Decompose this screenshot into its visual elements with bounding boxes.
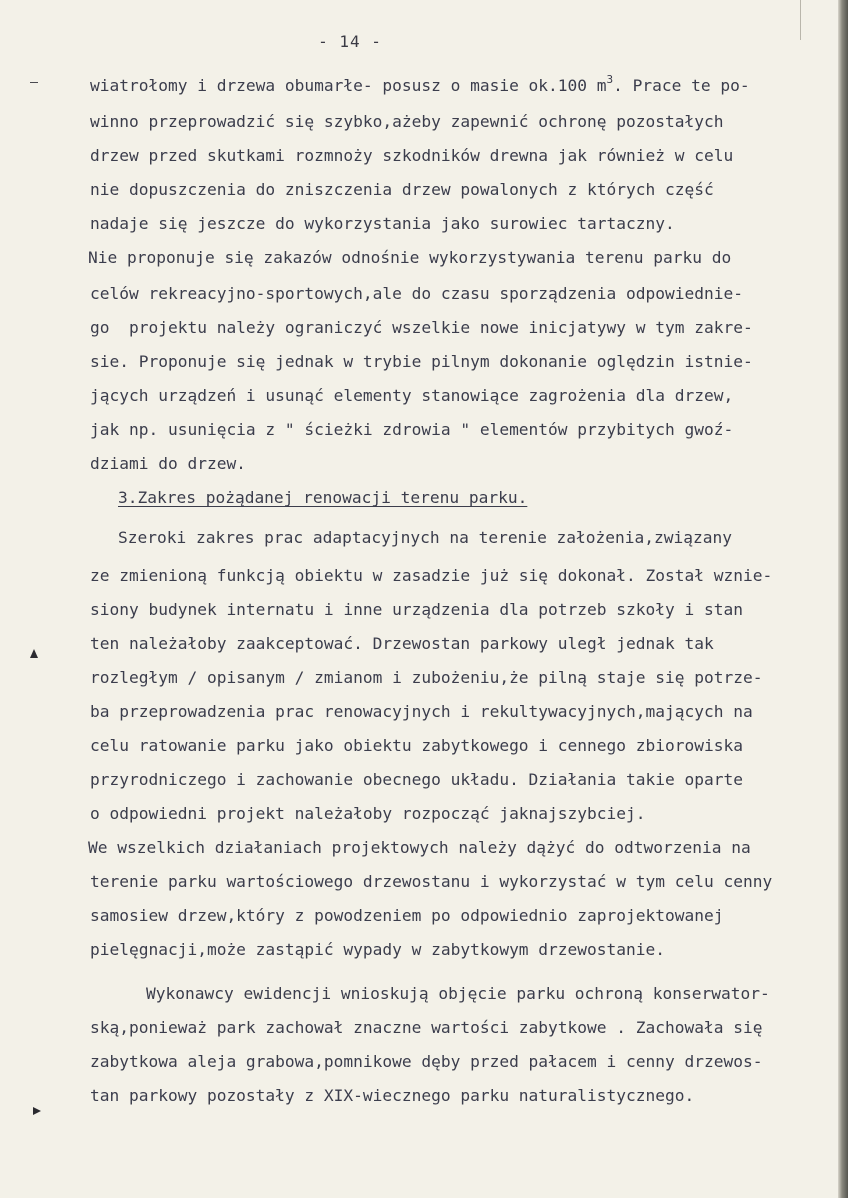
text-line-15: ze zmienioną funkcją obiektu w zasadzie już się dokonał. Został wznie- (90, 566, 773, 585)
section-heading: 3.Zakres pożądanej renowacji terenu parku. (118, 488, 528, 507)
text-line-27: Wykonawcy ewidencji wnioskują objęcie parku ochroną konserwator- (146, 984, 770, 1003)
page-number: - 14 - (318, 32, 382, 51)
text-line-1-tail: . Prace te po- (613, 76, 750, 95)
text-line-6: Nie proponuje się zakazów odnośnie wykorzystywania terenu parku do (88, 248, 732, 267)
text-line-1-main: wiatrołomy i drzewa obumarłe- posusz o masie ok.100 m (90, 76, 607, 95)
text-line-5: nadaje się jeszcze do wykorzystania jako surowiec tartaczny. (90, 214, 675, 233)
text-line-18: rozległym / opisanym / zmianom i zubożeniu,że pilną staje się potrze- (90, 668, 763, 687)
text-line-25: samosiew drzew,który z powodzeniem po odpowiednio zaprojektowanej (90, 906, 724, 925)
text-line-8: go projektu należy ograniczyć wszelkie nowe inicjatywy w tym zakre- (90, 318, 753, 337)
text-line-11: jak np. usunięcia z " ścieżki zdrowia " elementów przybitych gwoź- (90, 420, 734, 439)
text-line-16: siony budynek internatu i inne urządzenia dla potrzeb szkoły i stan (90, 600, 743, 619)
text-line-10: jących urządzeń i usunąć elementy stanowiące zagrożenia dla drzew, (90, 386, 734, 405)
text-line-9: sie. Proponuje się jednak w trybie pilnym dokonanie oględzin istnie- (90, 352, 753, 371)
text-line-30: tan parkowy pozostały z XIX-wiecznego parku naturalistycznego. (90, 1086, 695, 1105)
text-line-28: ską,ponieważ park zachował znaczne wartości zabytkowe . Zachowała się (90, 1018, 763, 1037)
text-line-20: celu ratowanie parku jako obiektu zabytkowego i cennego zbiorowiska (90, 736, 743, 755)
text-line-2: winno przeprowadzić się szybko,ażeby zapewnić ochronę pozostałych (90, 112, 724, 131)
text-line-29: zabytkowa aleja grabowa,pomnikowe dęby przed pałacem i cenny drzewos- (90, 1052, 763, 1071)
margin-arrow-mark (33, 1107, 41, 1115)
text-line-19: ba przeprowadzenia prac renowacyjnych i rekultywacyjnych,mających na (90, 702, 753, 721)
text-line-7: celów rekreacyjno-sportowych,ale do czasu sporządzenia odpowiednie- (90, 284, 743, 303)
text-line-14: Szeroki zakres prac adaptacyjnych na terenie założenia,związany (118, 528, 732, 547)
margin-arrow-mark (30, 649, 38, 658)
scan-edge (838, 0, 848, 1198)
text-line-17: ten należałoby zaakceptować. Drzewostan parkowy uległ jednak tak (90, 634, 714, 653)
text-line-24: terenie parku wartościowego drzewostanu i wykorzystać w tym celu cenny (90, 872, 773, 891)
text-line-26: pielęgnacji,może zastąpić wypady w zabytkowym drzewostanie. (90, 940, 665, 959)
margin-tick-mark (30, 82, 38, 83)
text-line-22: o odpowiedni projekt należałoby rozpocząć jaknajszybciej. (90, 804, 646, 823)
text-line-12: dziami do drzew. (90, 454, 246, 473)
text-line-1 (90, 73, 750, 98)
text-line-23: We wszelkich działaniach projektowych należy dążyć do odtworzenia na (88, 838, 751, 857)
text-line-3: drzew przed skutkami rozmnoży szkodników drewna jak również w celu (90, 146, 734, 165)
superscript-cubic: 3 (606, 73, 614, 86)
text-line-4: nie dopuszczenia do zniszczenia drzew powalonych z których część (90, 180, 714, 199)
top-rule (800, 0, 801, 40)
text-line-21: przyrodniczego i zachowanie obecnego układu. Działania takie oparte (90, 770, 743, 789)
